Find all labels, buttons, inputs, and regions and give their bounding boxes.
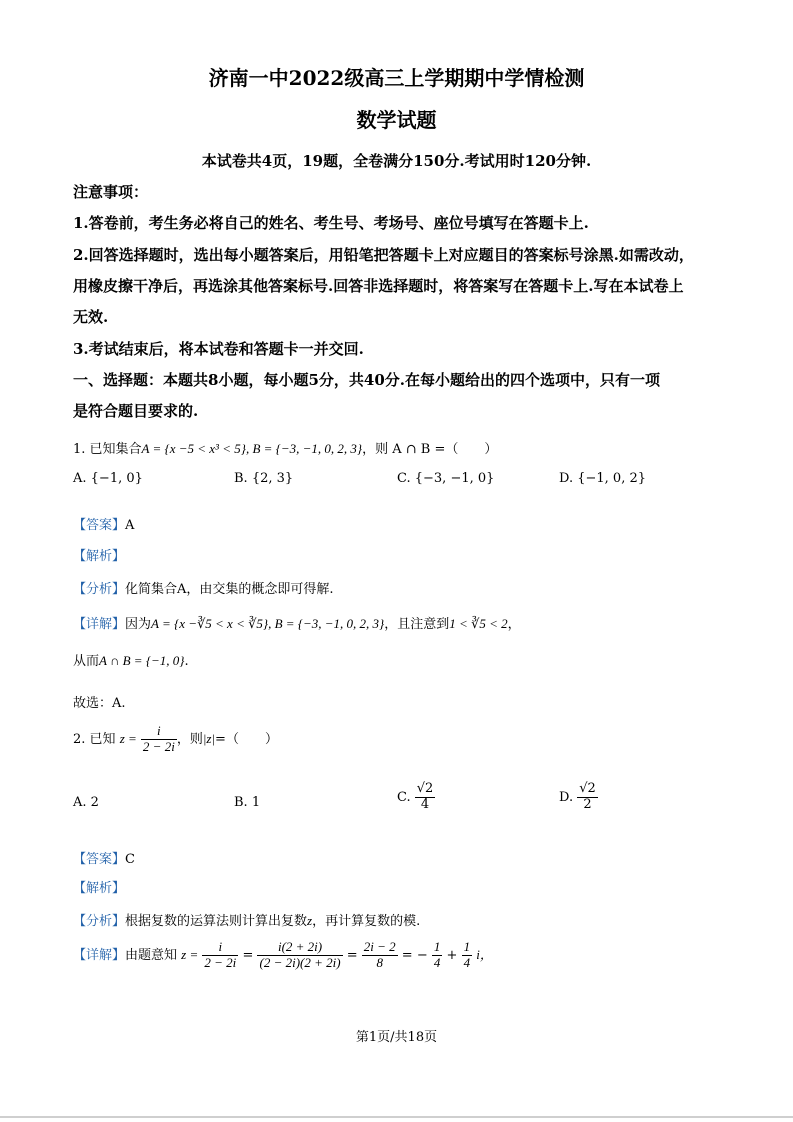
q1-fenxi-text: 化简集合A，由交集的概念即可得解.	[125, 582, 334, 597]
q2-option-c-den: 4	[420, 796, 430, 812]
q2-z: z =	[119, 730, 137, 746]
detail-tag: 【详解】	[73, 617, 126, 632]
q2-option-d-den: 2	[583, 796, 592, 812]
bottom-divider	[0, 1116, 793, 1118]
note-item-2-line3: 无效.	[73, 308, 109, 326]
q2-fenxi-z: z	[307, 913, 313, 928]
q1-set-a: A = {x −5 < x³ < 5}	[141, 441, 246, 456]
q2-fenxi	[73, 910, 420, 929]
frac-den: 8	[376, 954, 383, 970]
notes-heading: 注意事项：	[73, 183, 149, 201]
q2-option-c	[397, 782, 435, 813]
q1-detail-post: ，且注意到	[384, 617, 450, 632]
minus-sign: −	[416, 947, 428, 963]
fenxi-tag: 【分析】	[73, 914, 126, 929]
q2-frac-den: 2 − 2i	[142, 738, 175, 754]
q2-ask-pre: ，则	[176, 731, 203, 747]
answer-tag: 【答案】	[73, 518, 126, 533]
q1-detail-math: A = {x −∛5 < x < ∛5}, B = {−3, −1, 0, 2, 3}	[151, 616, 385, 631]
exam-subtitle: 数学试题	[356, 108, 437, 132]
q2-detail-pre: 由题意知	[125, 947, 178, 963]
equals-sign: =	[401, 947, 413, 963]
q1-option-b: B. {2, 3}	[234, 471, 294, 486]
q1-choose: 故选：A.	[73, 696, 126, 711]
q2-detail-z: z =	[181, 946, 199, 962]
note-item-1: 1.答卷前，考生务必将自己的姓名、考生号、考场号、座位号填写在答题卡上.	[73, 214, 589, 232]
q1-conclude-end: .	[184, 654, 189, 669]
q1-fenxi	[73, 578, 334, 597]
q1-conclusion	[73, 650, 189, 669]
q2-detail-frac-4	[432, 940, 443, 971]
q1-option-d: D. {−1, 0, 2}	[559, 471, 647, 486]
q2-option-b: B. 1	[234, 795, 261, 810]
note-item-2-line2: 用橡皮擦干净后，再选涂其他答案标号.回答非选择题时，将答案写在答题卡上.写在本试卷上	[73, 277, 684, 295]
q1-detail-ineq: 1 < ∛5 < 2	[449, 616, 508, 631]
fenxi-tag: 【分析】	[73, 582, 126, 597]
q2-fenxi-post: ，再计算复数的模.	[312, 914, 421, 929]
frac-den: 2 − 2i	[204, 954, 237, 970]
frac-num: i(2 + 2i)	[257, 940, 342, 956]
q2-analysis-tag: 【解析】	[73, 881, 126, 896]
plus-sign: +	[446, 947, 458, 963]
frac-num: i	[202, 940, 238, 956]
q1-ask: ，则 A ∩ B =（ ）	[362, 442, 498, 457]
q1-set-b: , B = {−3, −1, 0, 2, 3}	[245, 441, 363, 456]
q1-detail-end: ，	[507, 617, 521, 632]
q2-ask-post: =（ ）	[215, 731, 278, 747]
q1-option-c: C. {−3, −1, 0}	[397, 471, 495, 486]
question-1-stem	[73, 438, 497, 457]
q1-option-a: A. {−1, 0}	[73, 471, 143, 486]
q2-detail-frac-3	[362, 940, 398, 971]
q2-option-a: A. 2	[73, 795, 99, 810]
q2-option-d-fraction	[577, 782, 598, 813]
answer-tag: 【答案】	[73, 852, 126, 867]
q2-fenxi-pre: 根据复数的运算法则计算出复数	[125, 914, 308, 929]
q1-answer-value: A	[125, 518, 135, 533]
note-item-3: 3.考试结束后，将本试卷和答题卡一并交回.	[73, 340, 364, 358]
q2-option-c-num: √2	[416, 781, 434, 796]
q1-conclude-math: A ∩ B = {−1, 0}	[99, 653, 185, 668]
q2-option-d-num: √2	[579, 781, 596, 796]
frac-num: 2i − 2	[363, 939, 396, 954]
q1-analysis-tag: 【解析】	[73, 549, 126, 564]
q1-conclude-text: 从而	[73, 654, 100, 669]
q2-detail-frac-1	[202, 940, 238, 971]
note-item-2-line1: 2.回答选择题时，选出每小题答案后，用铅笔把答题卡上对应题目的答案标号涂黑.如需改动，	[73, 246, 694, 264]
q2-detail-tail: i，	[476, 946, 493, 962]
q2-answer	[73, 848, 135, 867]
frac-den: 4	[433, 954, 441, 970]
q2-option-c-label: C.	[397, 789, 411, 805]
q2-option-d-label: D.	[559, 789, 574, 805]
frac-den: (2 − 2i)(2 + 2i)	[259, 954, 341, 970]
section-heading-line2: 是符合题目要求的.	[73, 402, 199, 420]
exam-title: 济南一中2022级高三上学期期中学情检测	[208, 66, 585, 90]
q1-detail	[73, 613, 521, 632]
frac-num: 1	[433, 939, 441, 954]
section-heading-line1: 一、选择题：本题共8小题，每小题5分，共40分.在每小题给出的四个选项中，只有一项	[73, 371, 660, 389]
frac-num: 1	[463, 939, 471, 954]
exam-intro: 本试卷共4页，19题，全卷满分150分.考试用时120分钟.	[201, 152, 592, 170]
equals-sign: =	[346, 947, 358, 963]
q2-detail-frac-2	[257, 940, 342, 971]
q2-detail-frac-5	[462, 940, 473, 971]
q2-frac-num: i	[141, 724, 177, 740]
q2-answer-value: C	[125, 852, 135, 867]
q2-detail	[73, 940, 493, 971]
frac-den: 4	[463, 954, 471, 970]
q2-fraction	[141, 724, 177, 755]
detail-tag: 【详解】	[73, 947, 126, 963]
q1-detail-pre: 因为	[125, 617, 152, 632]
q2-prefix: 2. 已知	[73, 731, 116, 747]
q2-option-c-fraction	[415, 782, 436, 813]
q1-prefix: 1. 已知集合	[73, 442, 142, 457]
page-footer: 第1页/共18页	[355, 1030, 438, 1045]
question-2-stem	[73, 724, 278, 755]
equals-sign: =	[242, 947, 254, 963]
q2-ask-math: |z|	[202, 730, 216, 746]
q1-answer	[73, 514, 134, 533]
q2-option-d	[559, 782, 598, 813]
